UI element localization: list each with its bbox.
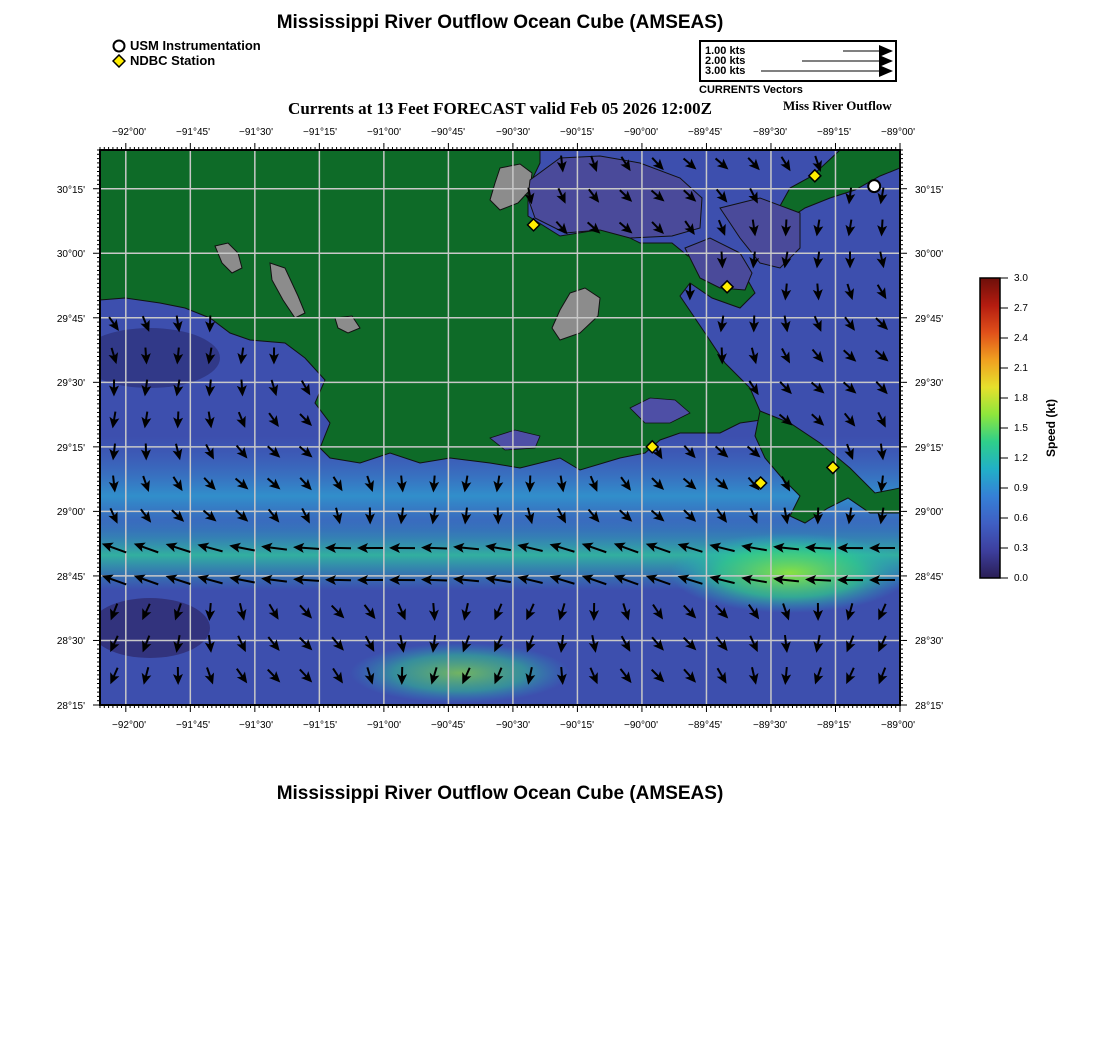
lat-label-left: 30°15'	[56, 185, 85, 196]
vector-scale-arrows	[701, 42, 895, 80]
vector-scale-row-1: 1.00 kts	[705, 45, 746, 57]
ndbc-diamond-icon	[112, 54, 126, 68]
region-label: Miss River Outflow	[783, 98, 892, 113]
lon-label-top: −91°00'	[367, 127, 401, 138]
lon-labels-top	[112, 127, 915, 138]
lat-label-left: 30°00'	[56, 249, 85, 260]
lat-label-left: 29°45'	[56, 314, 85, 325]
lat-label-right: 30°00'	[915, 249, 944, 260]
colorbar-label: Speed (kt)	[1044, 398, 1058, 458]
lon-label-bottom: −89°00'	[881, 720, 915, 731]
colorbar-ramp	[980, 278, 1000, 578]
lat-label-right: 29°30'	[915, 378, 944, 389]
usm-circle-icon	[112, 39, 126, 53]
currents-map	[0, 118, 960, 738]
lon-label-bottom: −89°30'	[753, 720, 787, 731]
lat-label-right: 28°45'	[915, 572, 944, 583]
lon-label-bottom: −89°45'	[688, 720, 722, 731]
lon-label-bottom: −90°15'	[560, 720, 594, 731]
colorbar-tick: 1.8	[1014, 393, 1028, 404]
lat-label-left: 28°30'	[56, 636, 85, 647]
vector-arrow-3	[761, 65, 893, 77]
colorbar-tick: 3.0	[1014, 273, 1028, 284]
lon-label-bottom: −92°00'	[112, 720, 146, 731]
lon-label-bottom: −91°00'	[367, 720, 401, 731]
lon-label-bottom: −91°30'	[239, 720, 273, 731]
colorbar-tick: 0.0	[1014, 573, 1028, 584]
vector-scale-row-2: 2.00 kts	[705, 55, 746, 67]
colorbar-tick: 0.3	[1014, 543, 1028, 554]
lon-label-top: −89°00'	[881, 127, 915, 138]
lat-label-left: 29°15'	[56, 443, 85, 454]
lon-label-top: −91°15'	[303, 127, 337, 138]
vector-scale-caption: CURRENTS Vectors	[699, 84, 803, 96]
lon-label-top: −90°00'	[624, 127, 658, 138]
lon-label-bottom: −91°45'	[176, 720, 210, 731]
lon-label-top: −89°15'	[817, 127, 851, 138]
lat-label-right: 29°45'	[915, 314, 944, 325]
lon-label-top: −91°45'	[176, 127, 210, 138]
lat-label-right: 29°00'	[915, 507, 944, 518]
lon-label-bottom: −91°15'	[303, 720, 337, 731]
lat-label-left: 29°30'	[56, 378, 85, 389]
colorbar-tick: 2.7	[1014, 303, 1028, 314]
legend-usm	[112, 38, 261, 53]
vector-scale-box	[699, 40, 897, 82]
lat-label-right: 29°15'	[915, 443, 944, 454]
map-title: Mississippi River Outflow Ocean Cube (AMSEAS)	[276, 12, 724, 33]
lon-label-top: −91°30'	[239, 127, 273, 138]
lon-labels-bottom	[112, 720, 915, 731]
forecast-subtitle: Currents at 13 Feet FORECAST valid Feb 05 2026 12:00Z	[288, 99, 712, 118]
southern-jet	[350, 643, 570, 703]
colorbar-tick: 0.6	[1014, 513, 1028, 524]
legend-usm-label: USM Instrumentation	[130, 38, 261, 53]
lat-label-right: 28°15'	[915, 701, 944, 712]
legend-ndbc-label: NDBC Station	[130, 53, 216, 68]
colorbar-tick: 0.9	[1014, 483, 1028, 494]
lat-labels-right	[915, 185, 943, 712]
lat-label-left: 28°15'	[56, 701, 85, 712]
lon-label-top: −92°00'	[112, 127, 146, 138]
legend-ndbc	[112, 53, 215, 68]
speed-colorbar	[970, 270, 1070, 590]
lon-label-bottom: −90°30'	[496, 720, 530, 731]
colorbar-tick: 2.1	[1014, 363, 1028, 374]
vector-arrow-1	[843, 45, 893, 57]
usm-station-marker	[868, 180, 880, 192]
lat-label-left: 28°45'	[56, 572, 85, 583]
calm-pocket-south	[90, 598, 210, 658]
lon-label-top: −90°30'	[496, 127, 530, 138]
lon-label-bottom: −90°45'	[431, 720, 465, 731]
lon-label-top: −90°45'	[431, 127, 465, 138]
colorbar-tick: 1.2	[1014, 453, 1028, 464]
lat-label-right: 28°30'	[915, 636, 944, 647]
lon-label-bottom: −89°15'	[817, 720, 851, 731]
lat-label-right: 30°15'	[915, 185, 944, 196]
lon-label-top: −89°30'	[753, 127, 787, 138]
colorbar-tick: 2.4	[1014, 333, 1028, 344]
lon-label-top: −89°45'	[688, 127, 722, 138]
lat-label-left: 29°00'	[56, 507, 85, 518]
lon-label-top: −90°15'	[560, 127, 594, 138]
vector-scale-row-3: 3.00 kts	[705, 65, 746, 77]
lon-label-bottom: −90°00'	[624, 720, 658, 731]
map-title-bottom: Mississippi River Outflow Ocean Cube (AMSEAS)	[276, 783, 724, 804]
lat-labels-left	[57, 185, 85, 712]
colorbar-tick: 1.5	[1014, 423, 1028, 434]
